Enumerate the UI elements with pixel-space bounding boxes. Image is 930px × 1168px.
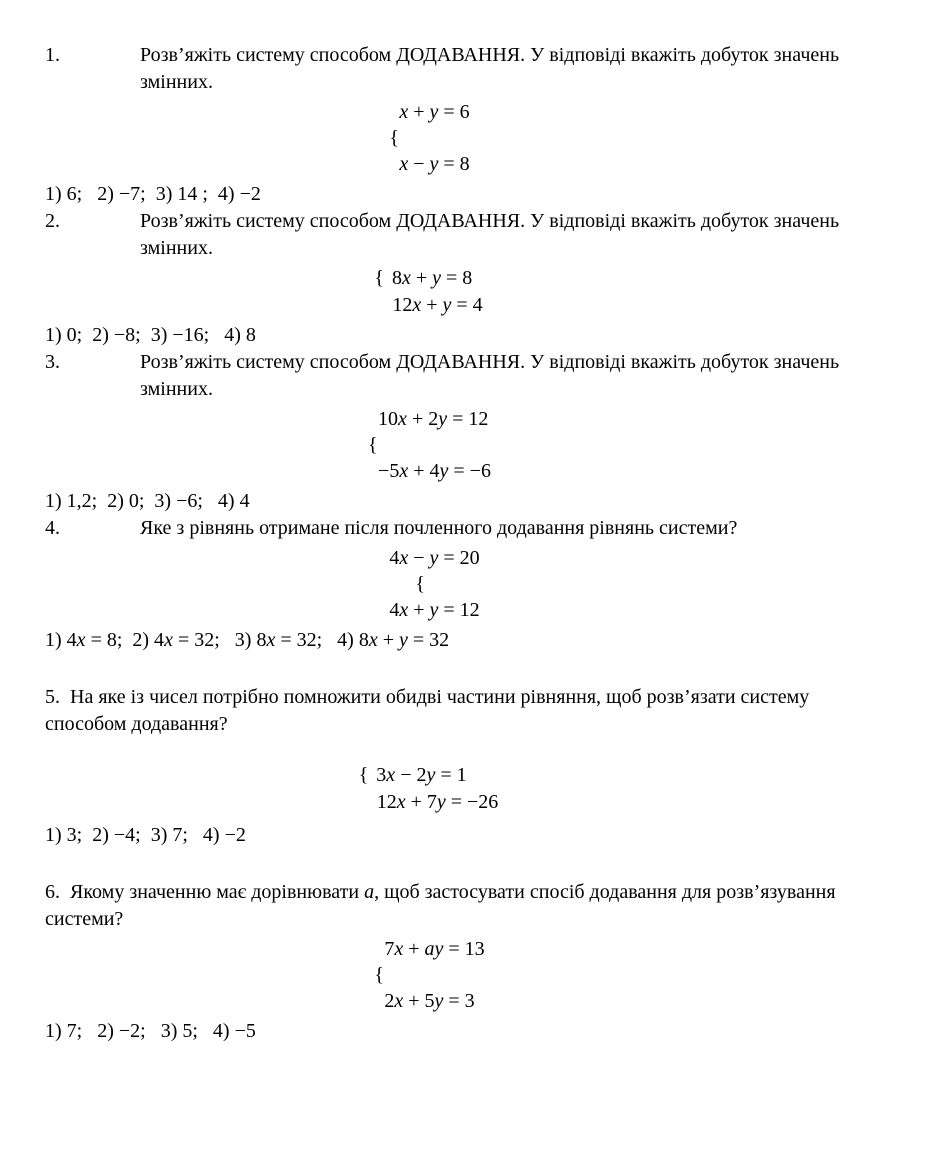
question-text: Розв’яжіть систему способом ДОДАВАННЯ. У відповіді вкажіть добуток значень змінних.	[140, 44, 840, 93]
answer-options: 1) 1,2; 2) 0; 3) −6; 4) 4	[45, 490, 250, 512]
answer-options: 1) 0; 2) −8; 3) −16; 4) 8	[45, 324, 256, 346]
question-header	[45, 684, 882, 738]
system-brace: {	[415, 573, 425, 595]
equation-line: x − y = 8	[399, 153, 470, 175]
question-header	[45, 515, 882, 542]
question-number: 3.	[45, 351, 60, 373]
question-number: 4.	[45, 517, 60, 539]
answer-options: 1) 7; 2) −2; 3) 5; 4) −5	[45, 1020, 256, 1042]
equation-line: 8x + y = 8	[391, 267, 473, 289]
question-header	[45, 42, 882, 96]
equation-line: 12x + y = 4	[392, 294, 483, 316]
equation-line: x + y = 6	[399, 101, 470, 123]
question-number: 1.	[45, 44, 60, 66]
answer-options: 1) 6; 2) −7; 3) 14 ; 4) −2	[45, 183, 261, 205]
equation-line: 7x + ay = 13	[384, 938, 485, 960]
question-number: 6.	[45, 881, 60, 903]
equation-line: 4x − y = 20	[389, 547, 480, 569]
equation-line: 12x + 7y = −26	[376, 791, 499, 813]
question-header	[45, 349, 882, 403]
question-number: 2.	[45, 210, 60, 232]
equation-system	[366, 406, 491, 485]
question-text: На яке із чисел потрібно помножити обидві частини рівняння, щоб розв’язати систему способом додавання?	[45, 686, 810, 735]
question-text: Розв’яжіть систему способом ДОДАВАННЯ. У відповіді вкажіть добуток значень змінних.	[140, 351, 840, 400]
equation-system	[387, 99, 469, 178]
question-6	[45, 879, 882, 1045]
question-header	[45, 879, 882, 933]
answer-options: 1) 3; 2) −4; 3) 7; 4) −2	[45, 824, 246, 846]
question-2	[45, 208, 882, 349]
equation-line: 2x + 5y = 3	[384, 990, 475, 1012]
equation-system	[372, 936, 484, 1015]
system-brace: {	[389, 127, 399, 149]
question-header	[45, 208, 882, 262]
equation-line: 4x + y = 12	[389, 599, 480, 621]
question-number: 5.	[45, 686, 60, 708]
question-3	[45, 349, 882, 515]
equation-system	[374, 265, 482, 319]
question-4	[45, 515, 882, 654]
question-5	[45, 684, 882, 849]
question-text: Якому значенню має дорівнювати a, щоб застосувати спосіб додавання для розв’язування системи?	[45, 881, 836, 930]
equation-system	[377, 545, 479, 624]
question-text: Яке з рівнянь отримане після почленного додавання рівнянь системи?	[140, 517, 738, 539]
question-text: Розв’яжіть систему способом ДОДАВАННЯ. У відповіді вкажіть добуток значень змінних.	[140, 210, 840, 259]
answer-options: 1) 4x = 8; 2) 4x = 32; 3) 8x = 32; 4) 8x + y = 32	[45, 629, 450, 651]
system-brace: {	[374, 964, 384, 986]
equation-line: 10x + 2y = 12	[378, 408, 489, 430]
equation-row	[359, 762, 499, 789]
equation-line: −5x + 4y = −6	[378, 460, 491, 482]
equation-row	[374, 265, 482, 292]
equation-system	[359, 762, 499, 816]
system-brace: {	[368, 434, 378, 456]
equation-line: 3x − 2y = 1	[376, 764, 467, 786]
system-brace: {	[374, 267, 384, 289]
system-brace: {	[358, 764, 369, 786]
question-1	[45, 42, 882, 208]
